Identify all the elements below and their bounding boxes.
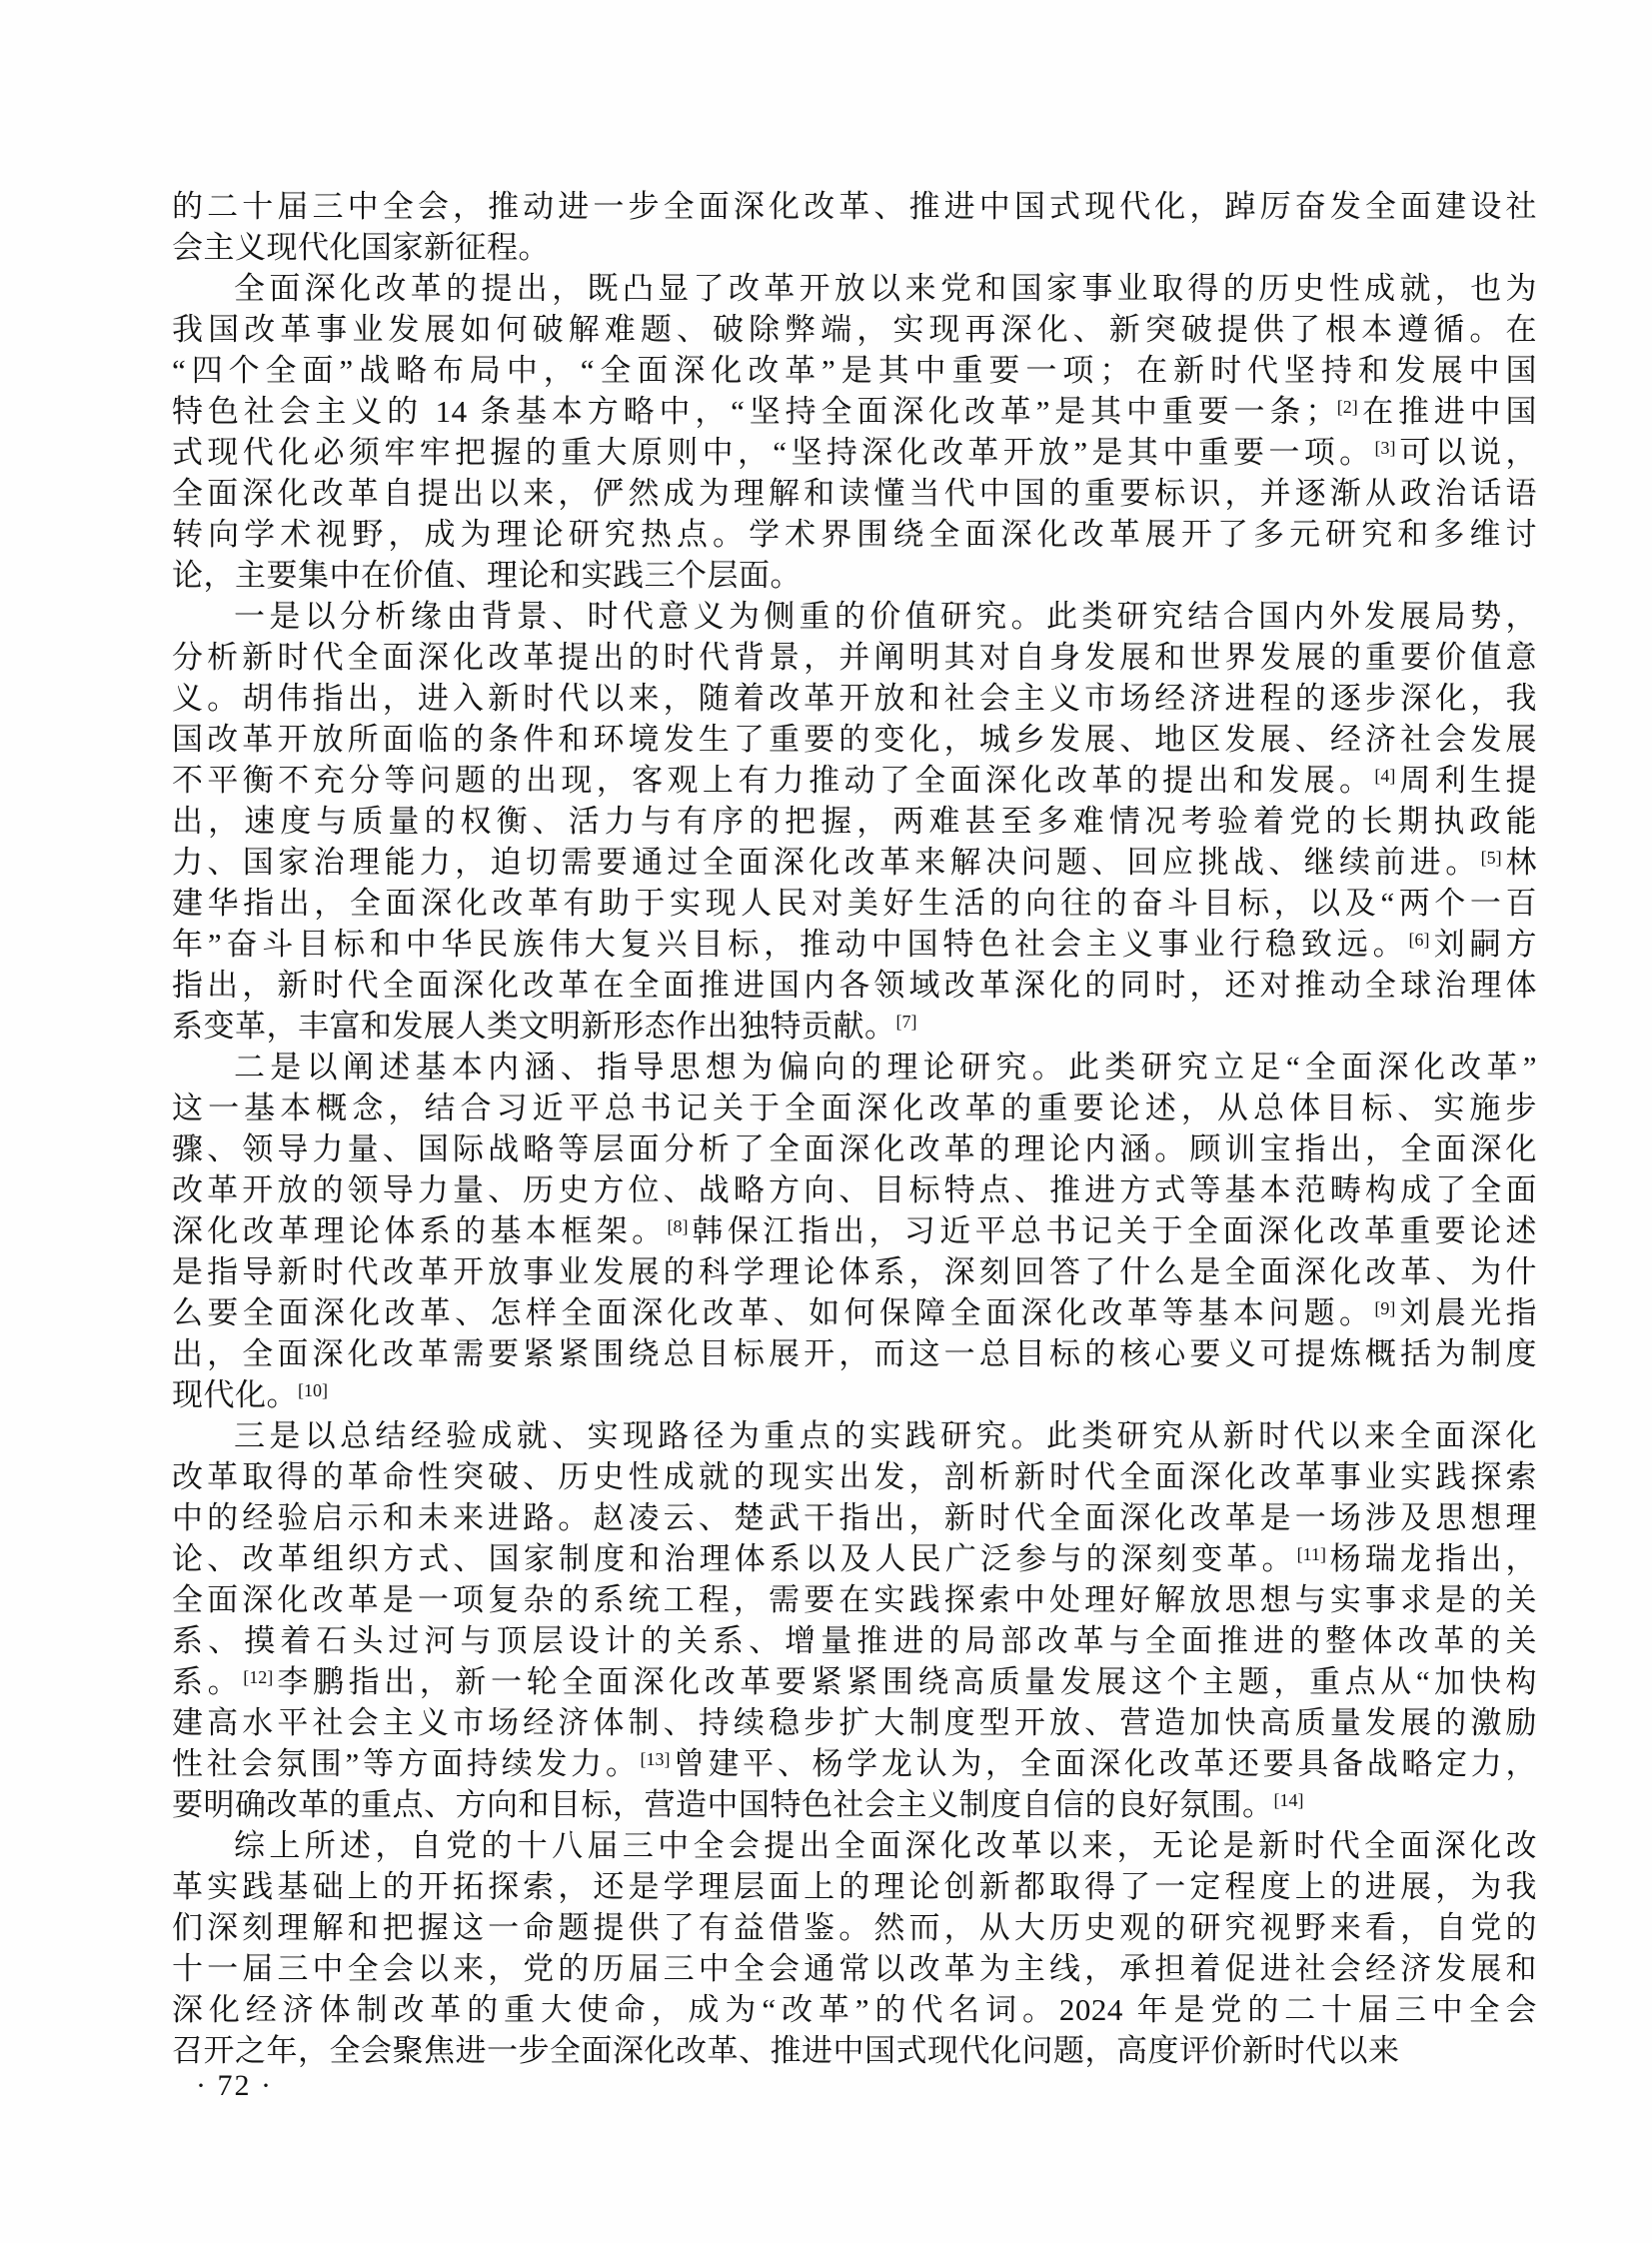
text-line: 特色社会主义的 14 条基本方略中，“坚持全面深化改革”是其中重要一条；[2]在推进中国 bbox=[172, 394, 1537, 429]
page-number: · 72 · bbox=[196, 2069, 273, 2102]
text-line: 系、摸着石头过河与顶层设计的关系、增量推进的局部改革与全面推进的整体改革的关 bbox=[172, 1623, 1537, 1658]
footnote-ref: [8] bbox=[667, 1216, 689, 1236]
text-line: 全面深化改革是一项复杂的系统工程，需要在实践探索中处理好解放思想与实事求是的关 bbox=[172, 1582, 1537, 1617]
text-line: 综上所述，自党的十八届三中全会提出全面深化改革以来，无论是新时代全面深化改 bbox=[234, 1828, 1537, 1863]
text-line: 会主义现代化国家新征程。 bbox=[172, 230, 550, 265]
text-line: 国改革开放所面临的条件和环境发生了重要的变化，城乡发展、地区发展、经济社会发展 bbox=[172, 722, 1537, 757]
text-line: 二是以阐述基本内涵、指导思想为偏向的理论研究。此类研究立足“全面深化改革” bbox=[234, 1050, 1537, 1085]
text-line: 论、改革组织方式、国家制度和治理体系以及人民广泛参与的深刻变革。[11]杨瑞龙指出， bbox=[172, 1541, 1537, 1576]
text-line: 力、国家治理能力，迫切需要通过全面深化改革来解决问题、回应挑战、继续前进。[5]林 bbox=[172, 845, 1537, 880]
text-line: 么要全面深化改革、怎样全面深化改革、如何保障全面深化改革等基本问题。[9]刘晨光指 bbox=[172, 1295, 1537, 1330]
text-line: 革实践基础上的开拓探索，还是学理层面上的理论创新都取得了一定程度上的进展，为我 bbox=[172, 1869, 1537, 1904]
footnote-ref: [9] bbox=[1374, 1298, 1396, 1318]
footnote-ref: [4] bbox=[1374, 766, 1396, 786]
footnote-ref: [6] bbox=[1408, 930, 1430, 950]
text-line: 式现代化必须牢牢把握的重大原则中，“坚持深化改革开放”是其中重要一项。[3]可以说， bbox=[172, 435, 1537, 470]
footnote-ref: [12] bbox=[243, 1667, 274, 1687]
text-line: 性社会氛围”等方面持续发力。[13]曾建平、杨学龙认为，全面深化改革还要具备战略定力， bbox=[172, 1746, 1537, 1781]
footnote-ref: [10] bbox=[298, 1380, 328, 1400]
text-line: 十一届三中全会以来，党的历届三中全会通常以改革为主线，承担着促进社会经济发展和 bbox=[172, 1951, 1537, 1986]
text-line: 中的经验启示和未来进路。赵凌云、楚武干指出，新时代全面深化改革是一场涉及思想理 bbox=[172, 1500, 1537, 1535]
article-body bbox=[172, 186, 1537, 2071]
text-line: 要明确改革的重点、方向和目标，营造中国特色社会主义制度自信的良好氛围。[14] bbox=[172, 1787, 1304, 1822]
text-line: 分析新时代全面深化改革提出的时代背景，并阐明其对自身发展和世界发展的重要价值意 bbox=[172, 640, 1537, 675]
text-line: 建华指出，全面深化改革有助于实现人民对美好生活的向往的奋斗目标，以及“两个一百 bbox=[172, 886, 1537, 921]
text-line: 改革取得的革命性突破、历史性成就的现实出发，剖析新时代全面深化改革事业实践探索 bbox=[172, 1459, 1537, 1494]
text-line: 年”奋斗目标和中华民族伟大复兴目标，推动中国特色社会主义事业行稳致远。[6]刘嗣方 bbox=[172, 927, 1537, 962]
text-line: 骤、领导力量、国际战略等层面分析了全面深化改革的理论内涵。顾训宝指出，全面深化 bbox=[172, 1131, 1537, 1166]
text-line: 转向学术视野，成为理论研究热点。学术界围绕全面深化改革展开了多元研究和多维讨 bbox=[172, 517, 1537, 552]
footnote-ref: [11] bbox=[1296, 1544, 1326, 1564]
text-line: 是指导新时代改革开放事业发展的科学理论体系，深刻回答了什么是全面深化改革、为什 bbox=[172, 1254, 1537, 1289]
text-line: 深化经济体制改革的重大使命，成为“改革”的代名词。2024 年是党的二十届三中全会 bbox=[172, 1992, 1537, 2027]
text-line: 一是以分析缘由背景、时代意义为侧重的价值研究。此类研究结合国内外发展局势， bbox=[234, 599, 1537, 634]
text-line: 论，主要集中在价值、理论和实践三个层面。 bbox=[172, 558, 802, 593]
text-line: 义。胡伟指出，进入新时代以来，随着改革开放和社会主义市场经济进程的逐步深化，我 bbox=[172, 681, 1537, 716]
footnote-ref: [7] bbox=[895, 1012, 917, 1032]
text-line: 改革开放的领导力量、历史方位、战略方向、目标特点、推进方式等基本范畴构成了全面 bbox=[172, 1172, 1537, 1207]
footnote-ref: [2] bbox=[1336, 397, 1358, 417]
text-line: 现代化。[10] bbox=[172, 1377, 328, 1412]
text-line: 的二十届三中全会，推动进一步全面深化改革、推进中国式现代化，踔厉奋发全面建设社 bbox=[172, 189, 1537, 224]
text-line: 出，速度与质量的权衡、活力与有序的把握，两难甚至多难情况考验着党的长期执政能 bbox=[172, 804, 1537, 839]
text-line: 我国改革事业发展如何破解难题、破除弊端，实现再深化、新突破提供了根本遵循。在 bbox=[172, 312, 1537, 347]
footnote-ref: [3] bbox=[1374, 438, 1396, 458]
text-line: 出，全面深化改革需要紧紧围绕总目标展开，而这一总目标的核心要义可提炼概括为制度 bbox=[172, 1336, 1537, 1371]
footnote-ref: [14] bbox=[1273, 1790, 1304, 1810]
footnote-ref: [5] bbox=[1480, 848, 1502, 868]
text-line: 建高水平社会主义市场经济体制、持续稳步扩大制度型开放、营造加快高质量发展的激励 bbox=[172, 1705, 1537, 1740]
text-line: 这一基本概念，结合习近平总书记关于全面深化改革的重要论述，从总体目标、实施步 bbox=[172, 1091, 1537, 1125]
text-line: 三是以总结经验成就、实现路径为重点的实践研究。此类研究从新时代以来全面深化 bbox=[234, 1418, 1537, 1453]
text-line: 们深刻理解和把握这一命题提供了有益借鉴。然而，从大历史观的研究视野来看，自党的 bbox=[172, 1910, 1537, 1945]
text-line: 召开之年，全会聚焦进一步全面深化改革、推进中国式现代化问题，高度评价新时代以来 bbox=[172, 2033, 1400, 2068]
footnote-ref: [13] bbox=[640, 1749, 671, 1769]
text-line: 不平衡不充分等问题的出现，客观上有力推动了全面深化改革的提出和发展。[4]周利生提 bbox=[172, 763, 1537, 798]
text-line: 系。[12]李鹏指出，新一轮全面深化改革要紧紧围绕高质量发展这个主题，重点从“加快构 bbox=[172, 1664, 1537, 1699]
text-line: 深化改革理论体系的基本框架。[8]韩保江指出，习近平总书记关于全面深化改革重要论述 bbox=[172, 1213, 1537, 1248]
text-line: 系变革，丰富和发展人类文明新形态作出独特贡献。[7] bbox=[172, 1009, 917, 1044]
text-line: 指出，新时代全面深化改革在全面推进国内各领域改革深化的同时，还对推动全球治理体 bbox=[172, 968, 1537, 1003]
text-line: “四个全面”战略布局中，“全面深化改革”是其中重要一项；在新时代坚持和发展中国 bbox=[172, 353, 1537, 388]
text-line: 全面深化改革自提出以来，俨然成为理解和读懂当代中国的重要标识，并逐渐从政治话语 bbox=[172, 476, 1537, 511]
text-line: 全面深化改革的提出，既凸显了改革开放以来党和国家事业取得的历史性成就，也为 bbox=[234, 271, 1537, 306]
